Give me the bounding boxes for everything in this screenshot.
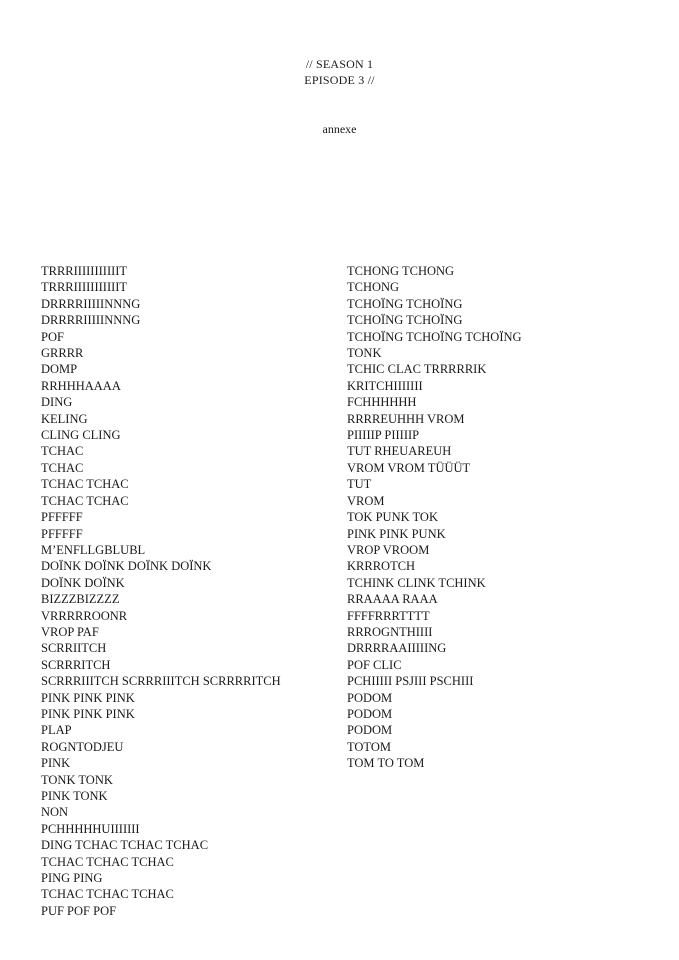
sound-effect-item: PCHHHHHUIIIIIII <box>41 821 140 836</box>
sound-list-right <box>347 263 522 772</box>
sound-effect-item: TCHAC TCHAC <box>41 477 129 492</box>
sound-effect-item: DRRRRIIIIINNNG <box>41 313 141 328</box>
sound-effect-item: TCHAC TCHAC <box>41 493 129 508</box>
sound-effect-item: PING PING <box>41 871 103 886</box>
sound-effect-item: DOÏNK DOÏNK <box>41 575 125 590</box>
sound-effect-item: FFFFRRRTTTT <box>347 608 430 623</box>
sound-effect-item: DOMP <box>41 362 78 377</box>
sound-effect-item: TCHAC <box>41 444 84 459</box>
sound-effect-item: PINK TONK <box>41 789 108 803</box>
episode-label: EPISODE 3 // <box>304 73 375 87</box>
sound-effect-item: PINK PINK PINK <box>41 706 135 721</box>
sound-effect-item: DING TCHAC TCHAC TCHAC <box>41 838 209 853</box>
sound-effect-item: BIZZZBIZZZZ <box>41 592 120 607</box>
sound-effect-item: KELING <box>41 411 88 426</box>
sound-effect-item: SCRRRIIITCH SCRRRIIITCH SCRRRRITCH <box>41 674 281 689</box>
sound-effect-item: TOM TO TOM <box>347 756 425 771</box>
sound-effect-item: POF CLIC <box>347 657 402 672</box>
sound-effect-item: TCHONG <box>347 280 400 295</box>
sound-effect-item: VRRRRROONR <box>41 608 128 623</box>
sound-effect-item: PFFFFF <box>41 526 83 541</box>
sound-effect-item: KRITCHIIIIIII <box>347 378 423 393</box>
sound-effect-item: TCHOÏNG TCHOÏNG <box>347 313 463 328</box>
annexe-title: annexe <box>322 122 357 136</box>
sound-effect-item: ROGNTODJEU <box>41 739 124 754</box>
sound-effect-item: PCHIIIII PSJIII PSCHIII <box>347 674 474 689</box>
sound-effect-item: PODOM <box>347 706 393 721</box>
sound-effect-item: PODOM <box>347 690 393 705</box>
sound-effect-item: TCHOÏNG TCHOÏNG <box>347 296 463 311</box>
sound-effect-item: PLAP <box>41 723 72 738</box>
sound-effect-item: TUT <box>347 477 372 492</box>
sound-effect-item: TOTOM <box>347 739 391 754</box>
sound-effect-item: RRHHHAAAA <box>41 378 121 393</box>
sound-effect-item: DRRRRIIIIINNNG <box>41 296 141 311</box>
sound-effect-item: VROP VROOM <box>347 542 430 557</box>
sound-effect-item: TCHAC TCHAC TCHAC <box>41 887 174 902</box>
sound-effect-item: TRRRIIIIIIIIIIIT <box>41 280 128 295</box>
sound-effect-item: VROM VROM TÜÜÜT <box>347 460 471 475</box>
season-label: // SEASON 1 <box>305 57 374 71</box>
sound-effect-item: GRRRR <box>41 346 84 361</box>
sound-effect-item: DRRRRAAIIIIING <box>347 641 447 656</box>
sound-effect-item: VROM <box>347 493 385 508</box>
sound-effect-item: FCHHHHHH <box>347 395 417 410</box>
sound-effect-item: PIIIIIP PIIIIIP <box>347 428 420 443</box>
sound-effect-item: TUT RHEUAREUH <box>347 444 452 459</box>
sound-effect-item: TONK TONK <box>41 772 113 787</box>
sound-effect-item: RRAAAA RAAA <box>347 592 438 607</box>
sound-effect-item: TRRRIIIIIIIIIIIT <box>41 264 128 278</box>
sound-effect-item: TCHONG TCHONG <box>347 264 455 278</box>
sound-effect-item: DOÏNK DOÏNK DOÏNK DOÏNK <box>41 559 212 574</box>
sound-effect-item: PINK PINK PUNK <box>347 526 446 541</box>
sound-effect-item: VROP PAF <box>41 624 99 639</box>
sound-effect-item: NON <box>41 805 69 820</box>
sound-effect-item: RRROGNTHIIII <box>347 624 433 639</box>
sound-effect-item: DING <box>41 395 73 410</box>
sound-effect-item: KRRROTCH <box>347 559 416 574</box>
sound-effect-item: PINK <box>41 756 71 771</box>
sound-effect-item: TCHOÏNG TCHOÏNG TCHOÏNG <box>347 329 522 344</box>
sound-list-left <box>41 263 281 919</box>
sound-effect-item: M’ENFLLGBLUBL <box>41 542 146 557</box>
sound-effect-item: TCHINK CLINK TCHINK <box>347 575 486 590</box>
sound-effect-item: TCHIC CLAC TRRRRRIK <box>347 362 487 377</box>
sound-effect-item: SCRRRITCH <box>41 657 111 672</box>
sound-effect-item: PFFFFF <box>41 510 83 525</box>
sound-effect-item: PODOM <box>347 723 393 738</box>
sound-effect-item: TCHAC <box>41 460 84 475</box>
sound-effect-item: TOK PUNK TOK <box>347 510 438 525</box>
sound-effect-item: SCRRIITCH <box>41 641 107 656</box>
sound-effect-item: POF <box>41 329 64 344</box>
episode-header <box>0 56 679 88</box>
sound-effect-item: TONK <box>347 346 382 361</box>
sound-effect-item: PUF POF POF <box>41 903 117 918</box>
sound-effect-item: RRRREUHHH VROM <box>347 411 465 426</box>
sound-effect-item: CLING CLING <box>41 428 121 443</box>
sound-effect-item: TCHAC TCHAC TCHAC <box>41 854 174 869</box>
sound-effect-item: PINK PINK PINK <box>41 690 135 705</box>
